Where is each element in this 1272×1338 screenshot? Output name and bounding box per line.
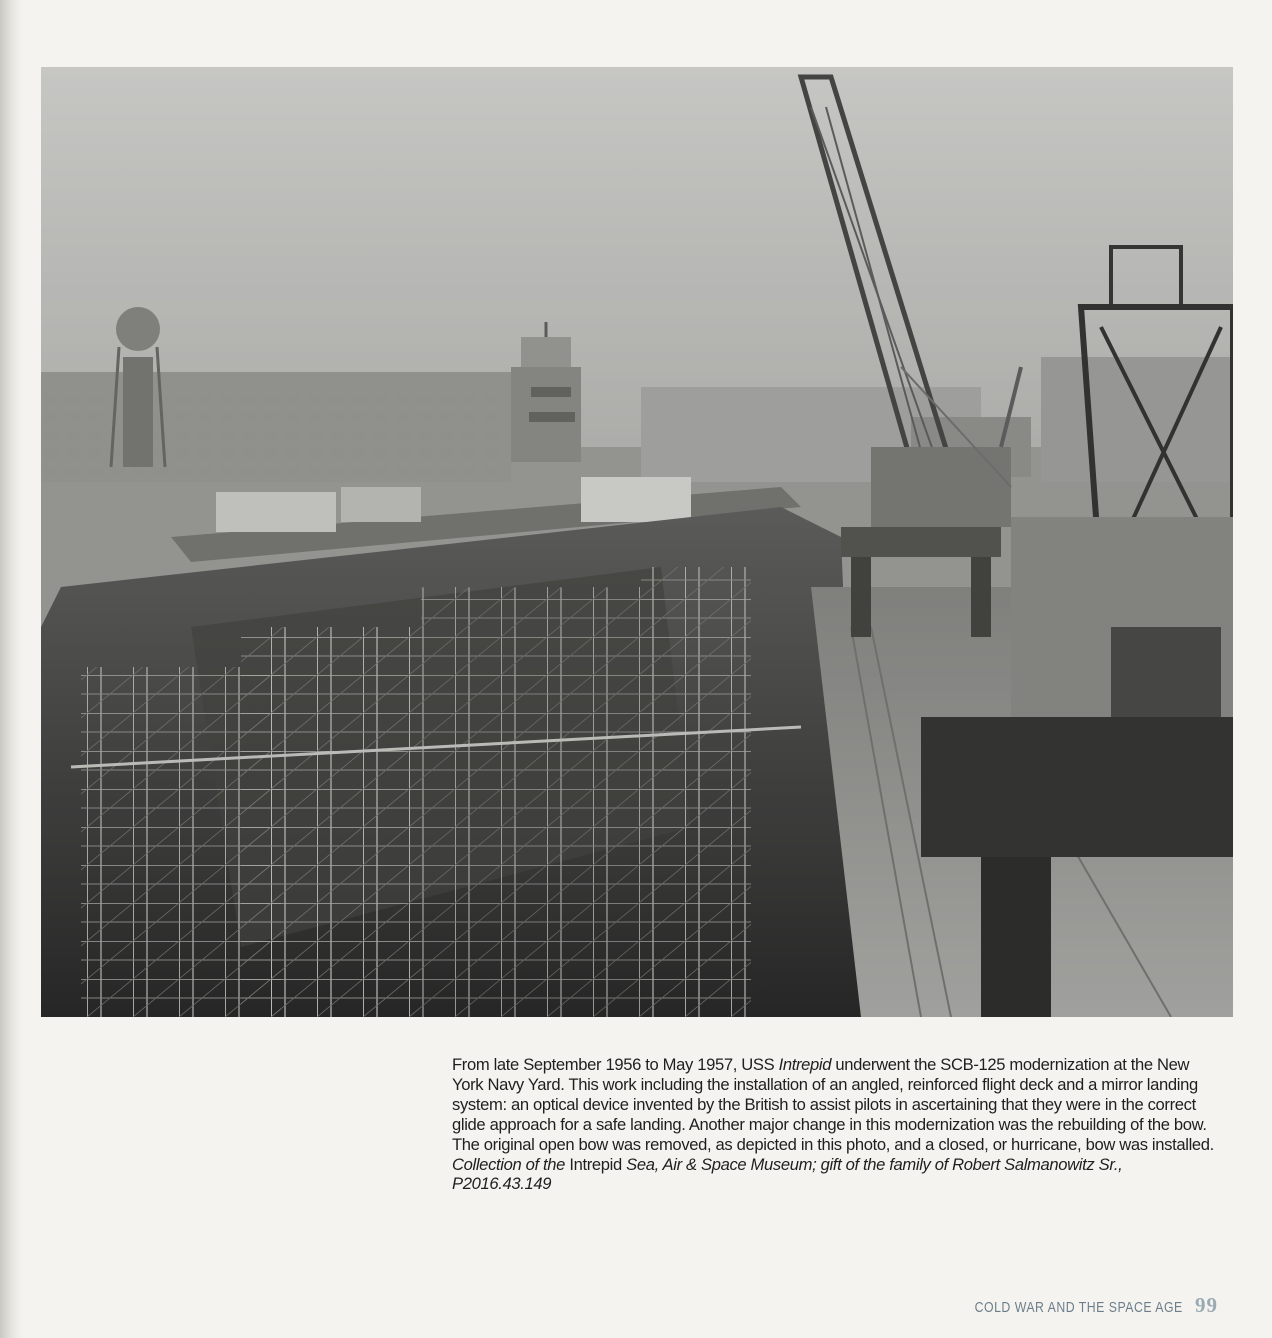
caption-ship-name: Intrepid	[778, 1055, 832, 1074]
caption-credit-italic: Collection of the	[452, 1154, 570, 1174]
page-gutter-shadow	[0, 0, 22, 1338]
running-head: COLD WAR AND THE SPACE AGE	[974, 1299, 1183, 1316]
dry-dock-photograph	[41, 67, 1233, 1017]
caption-credit-museum-name: Intrepid	[569, 1154, 622, 1174]
page-number: 99	[1195, 1293, 1218, 1317]
caption-text-start: From late September 1956 to May 1957, USS	[452, 1055, 779, 1074]
carrier-in-drydock-image	[41, 67, 1233, 1017]
page-footer	[929, 1293, 1218, 1318]
caption-text-body: underwent the SCB-125 modernization at the New York Navy Yard. This work including the installation of an angled, reinforced flight deck and a mirror landing system: an optical device invented by the British to assist pilots in ascertaining that they were in the correct glide approach for a safe landing. Another major change in this modernization was the rebuilding of the bow. The original open bow was removed, as depicted in this photo, and a closed, or hurricane, bow was installed.	[452, 1055, 1214, 1154]
caption-credit-rest: Sea, Air & Space Museum; gift of the family of Robert Salmanowitz Sr., P2016.43.149	[452, 1154, 1123, 1194]
photo-caption	[452, 1055, 1222, 1194]
